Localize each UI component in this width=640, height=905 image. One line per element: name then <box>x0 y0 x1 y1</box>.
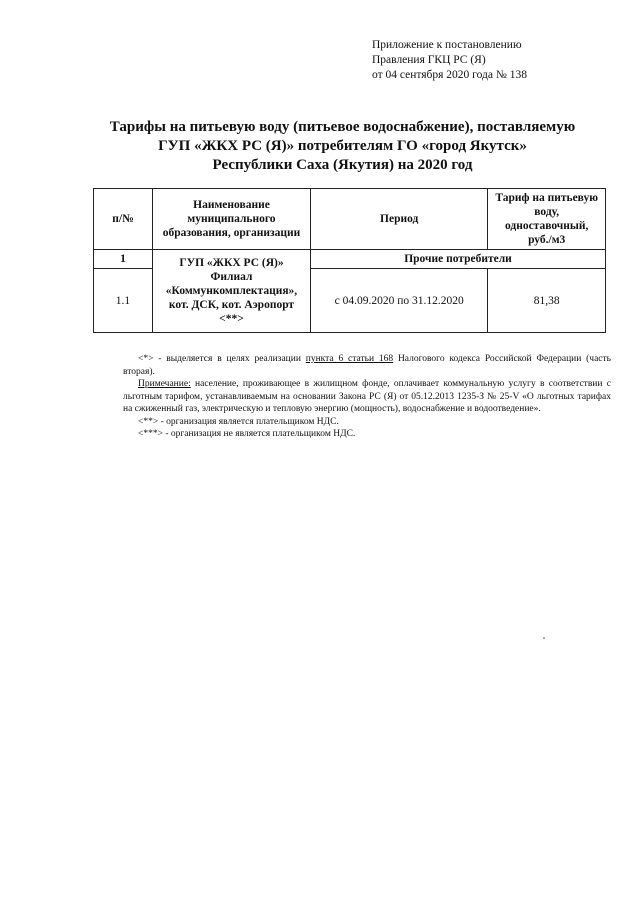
note-label: Примечание: <box>138 379 191 389</box>
document-title <box>90 118 595 175</box>
data-num: 1.1 <box>94 269 153 333</box>
title-line-1: Тарифы на питьевую воду (питьевое водоснабжение), поставляемую <box>109 119 576 135</box>
footnote-1-text-a: - выделяется в целях реализации <box>153 354 306 364</box>
header-period: Период <box>310 189 487 250</box>
data-org: Филиал «Коммункомплектация», кот. ДСК, кот. Аэропорт <**> <box>165 271 298 325</box>
data-tariff: 81,38 <box>488 269 606 333</box>
footnotes <box>123 353 611 441</box>
appendix-line-3: от 04 сентября 2020 года № 138 <box>372 69 527 81</box>
footnote-vat-payer: <**> - организация является плательщиком НДС. <box>138 416 339 427</box>
footnote-1-marker: <*> <box>138 354 154 364</box>
footnote-note <box>123 378 611 416</box>
table-header-row <box>94 189 606 250</box>
appendix-header <box>372 38 527 83</box>
appendix-line-1: Приложение к постановлению <box>372 39 522 51</box>
group-org: ГУП «ЖКХ РС (Я)» <box>179 257 284 269</box>
data-period: с 04.09.2020 по 31.12.2020 <box>310 269 487 333</box>
org-cell <box>152 250 310 333</box>
title-line-3: Республики Саха (Якутия) на 2020 год <box>212 157 473 173</box>
group-num: 1 <box>94 250 153 269</box>
note-text: население, проживающее в жилищном фонде, оплачивает коммунальную услугу в соответствии с льготным тарифом, устанавливаемым на основании Закона РС (Я) от 05.12.2013 1235-З № 25-V «О льготных тарифах на сжиженный газ, электрическую и тепловую энергию (мощность), водоснабжение и водоотведение». <box>123 379 611 414</box>
group-category: Прочие потребители <box>310 250 605 269</box>
header-tariff: Тариф на питьевую воду, одноставочный, руб./м3 <box>488 189 606 250</box>
tax-code-link[interactable]: пункта 6 статьи 168 <box>305 354 394 364</box>
header-num: п/№ <box>94 189 153 250</box>
tariff-table <box>93 188 606 333</box>
footnote-1-text-b: Налогового кодекса Российской Федерации (часть вторая). <box>123 354 611 377</box>
header-org: Наименование муниципального образования, организации <box>152 189 310 250</box>
appendix-line-2: Правления ГКЦ РС (Я) <box>372 54 486 66</box>
title-line-2: ГУП «ЖКХ РС (Я)» потребителям ГО «город Якутск» <box>158 138 527 154</box>
footnote-vat-nonpayer: <***> - организация не является плательщиком НДС. <box>138 429 356 439</box>
scan-speck <box>543 637 545 639</box>
footnote-1 <box>123 353 611 378</box>
table-group-row <box>94 250 606 269</box>
